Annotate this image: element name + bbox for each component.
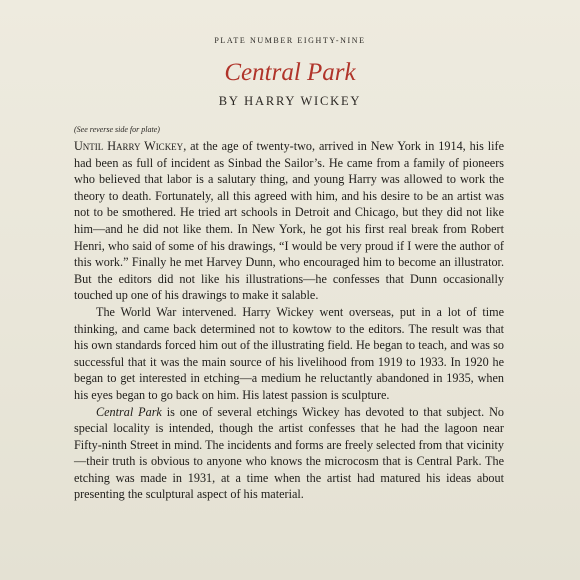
page-title: Central Park bbox=[224, 59, 356, 86]
article-body bbox=[74, 138, 504, 503]
reverse-side-note: (See reverse side for plate) bbox=[74, 125, 160, 134]
byline: BY HARRY WICKEY bbox=[218, 94, 362, 108]
paragraph-2-text: The World War intervened. Harry Wickey went overseas, put in a lot of time thinking, and came back determined not to kowtow to the editors. The result was that his own standards forced him out of the illustrating field. He began to teach, and was so successful that it was the main source of his livelihood from 1919 to 1933. In 1920 he began to get interested in etching—a medium he reluctantly abandoned in 1935, when his eyes began to go back on him. His latest passion is sculpture. bbox=[74, 304, 504, 402]
plate-number: PLATE NUMBER EIGHTY-NINE bbox=[214, 36, 366, 45]
paragraph-3 bbox=[74, 404, 504, 504]
paragraph-1-text: , at the age of twenty-two, arrived in New York in 1914, his life had been as full of incident as Sinbad the Sailor’s. He came from a family of pioneers who believed that labor is a salutary thing, and young Harry was allowed to work the theory to death. Fortunately, all this agreed with him, and his desire to be an artist was not to be smothered. He tried art schools in Detroit and Chicago, but they did not like him—and he did not like them. In New York, he got his first real break from Robert Henri, who said of some of his drawings, “I would be very proud if I were the author of this work.” Finally he met Harvey Dunn, who encouraged him to become an illustrator. But the editors did not like his illustrations—he confesses that Dunn occasionally touched up one of his drawings to make it salable. bbox=[74, 139, 504, 303]
paragraph-1-lead: Until Harry Wickey bbox=[74, 139, 184, 153]
paragraph-1 bbox=[74, 138, 504, 304]
paragraph-3-lead: Central Park bbox=[96, 404, 162, 419]
paragraph-2 bbox=[74, 304, 504, 404]
paragraph-3-text: is one of several etchings Wickey has devoted to that subject. No special locality is intended, though the artist confesses that he had the lagoon near Fifty-ninth Street in mind. The incidents and forms are freely selected from that vicinity—their truth is obvious to anyone who knows the microcosm that is Central Park. The etching was made in 1931, at a time when the artist had matured his ideas about presenting the sculptural aspect of his material. bbox=[74, 404, 504, 502]
